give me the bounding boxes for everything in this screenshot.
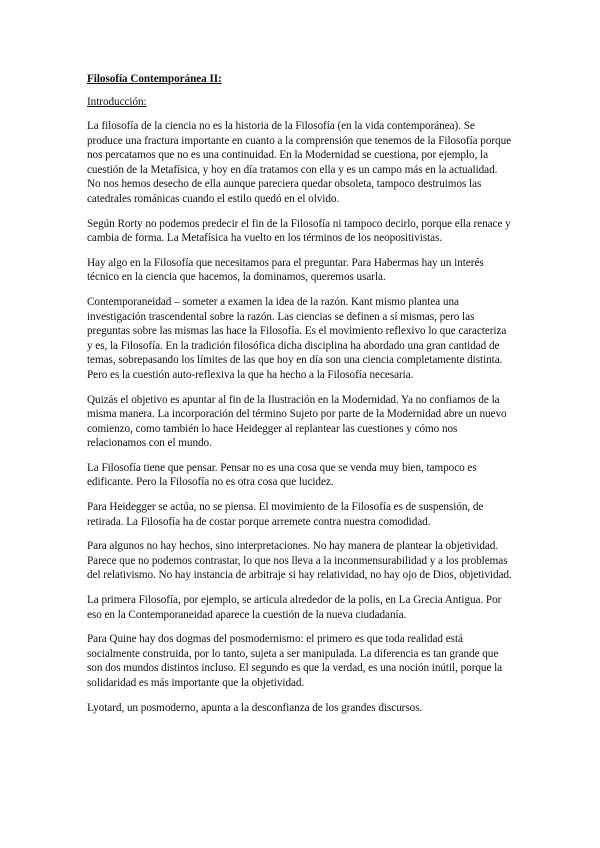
- paragraph: La filosofía de la ciencia no es la historia de la Filosofía (en la vida contemporánea). Se produce una fractura importante en cuanto a la comprensión que tenemos de la Filosofía porque nos percatamos que no es una continuidad. En la Modernidad se cuestiona, por ejemplo, la cuestión de la Metafísica, y hoy en día tratamos con ella y es un campo más en la actualidad. No nos hemos desecho de ella aunque pareciera quedar obsoleta, tampoco destruimos las catedrales románicas cuando el estilo quedó en el olvido.: [87, 120, 512, 205]
- paragraph: Para Heidegger se actúa, no se piensa. El movimiento de la Filosofía es de suspensión, de retirada. La Filosofía ha de costar porque arremete contra nuestra comodidad.: [87, 501, 484, 528]
- document-title: Filosofía Contemporánea II:: [87, 73, 222, 85]
- paragraph: Según Rorty no podemos predecir el fin de la Filosofía ni tampoco decirlo, porque ella renace y cambia de forma. La Metafísica ha vuelto en los términos de los neopositivistas.: [87, 217, 511, 245]
- paragraph: Para Quine hay dos dogmas del posmodernismo: el primero es que toda realidad está socialmente construida, por lo tanto, sujeta a ser manipulada. La diferencia es tan grande que son dos mundos distintos incluso. El segundo es que la verdad, es una noción inútil, porque la solidaridad es más importante que la objetividad.: [87, 633, 503, 689]
- paragraph: Para algunos no hay hechos, sino interpretaciones. No hay manera de plantear la objetividad. Parece que no podemos contrastar, lo que nos lleva a la inconmensurabilidad y a los problemas del relativismo. No hay instancia de arbitraje si hay relatividad, no hay ojo de Dios, objetividad.: [87, 540, 512, 582]
- paragraph: La primera Filosofía, por ejemplo, se articula alrededor de la polis, en La Grecia Antigua. Por eso en la Contemporaneidad aparece la cuestión de la nueva ciudadanía.: [87, 594, 502, 621]
- paragraph: Contemporaneidad – someter a examen la idea de la razón. Kant mismo plantea una investigación trascendental sobre la razón. Las ciencias se definen a sí mismas, pero las preguntas sobre las mismas las hace la Filosofía. Es el movimiento reflexivo lo que caracteriza y es, la Filosofía. En la tradición filosófica dicha disciplina ha abordado una gran cantidad de temas, sobrepasando los límites de las que hoy en día son una ciencia completamente distinta. Pero es la cuestión auto-reflexiva la que ha hecho a la Filosofía necesaria.: [87, 295, 507, 381]
- paragraph: Lyotard, un posmoderno, apunta a la desconfianza de los grandes discursos.: [87, 701, 423, 714]
- paragraph: Quizás el objetivo es apuntar al fin de la Ilustración en la Modernidad. Ya no confiamos de la misma manera. La incorporación del término Sujeto por parte de la Modernidad abre un nuevo comienzo, como también lo hace Heidegger al replantear las cuestiones y cómo nos relacionamos con el mundo.: [87, 393, 507, 450]
- document-body: [87, 72, 513, 725]
- section-heading: Introducción:: [87, 96, 147, 108]
- paragraph: La Filosofía tiene que pensar. Pensar no es una cosa que se venda muy bien, tampoco es edificante. Pero la Filosofía no es otra cosa que lucidez.: [87, 461, 477, 489]
- paragraph: Hay algo en la Filosofía que necesitamos para el preguntar. Para Habermas hay un interés técnico en la ciencia que hacemos, la dominamos, queremos usarla.: [87, 256, 484, 284]
